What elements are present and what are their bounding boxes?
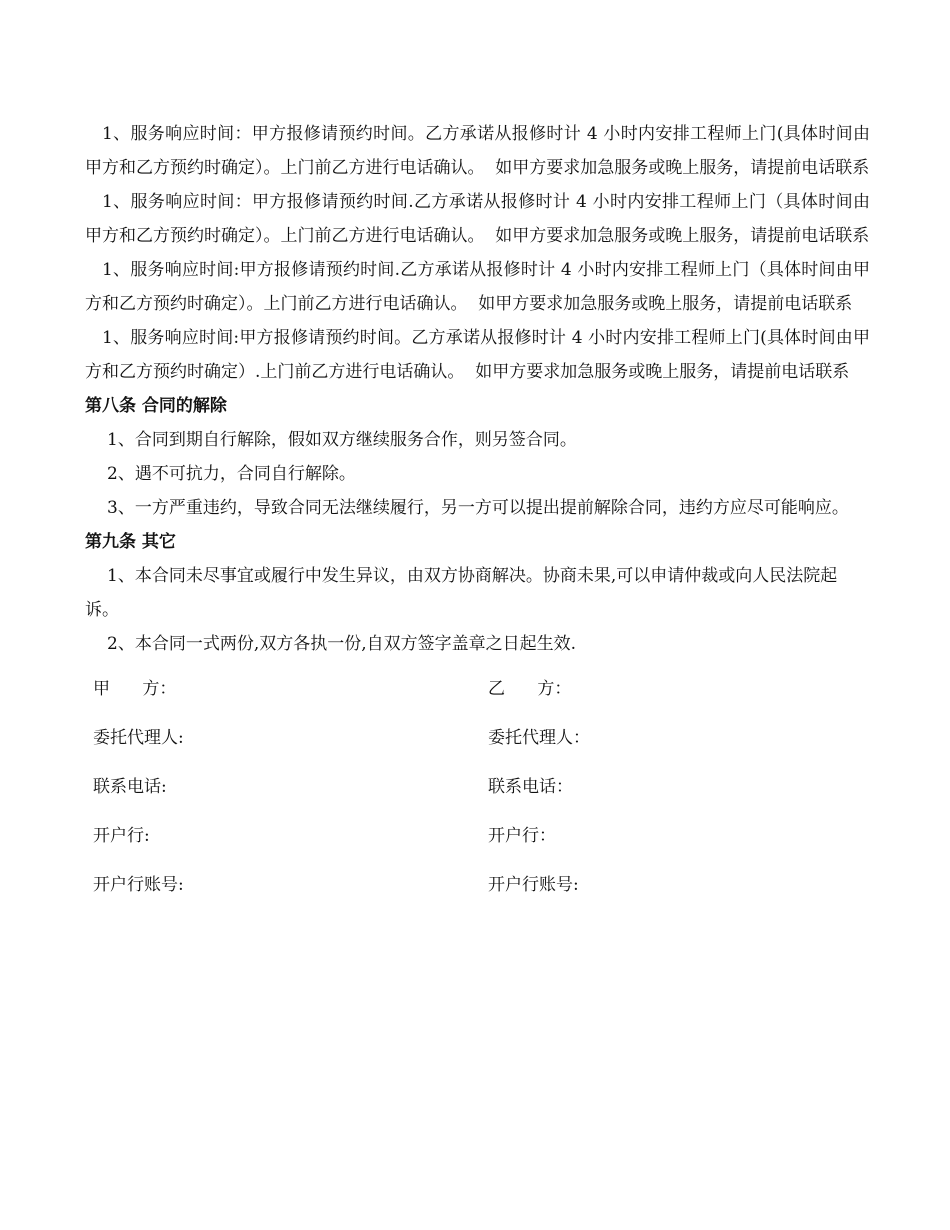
response-time-paragraph-2: 1、服务响应时间：甲方报修请预约时间.乙方承诺从报修时计 4 小时内安排工程师上门（具体时间由甲方和乙方预约时确定）。上门前乙方进行电话确认。 如甲方要求加急服务或晚上服务，请提前电话联系	[85, 192, 870, 246]
party-a-agent-label: 委托代理人:	[93, 728, 184, 748]
party-b-bank-label: 开户行：	[487, 826, 556, 846]
party-a-label: 甲 方：	[93, 679, 177, 699]
party-a-phone-label: 联系电话:	[93, 777, 167, 797]
party-b-account-label: 开户行账号:	[487, 875, 579, 895]
signature-row-account	[85, 868, 870, 917]
party-a-bank-label: 开户行:	[93, 826, 150, 846]
party-a-account-label: 开户行账号:	[93, 875, 184, 895]
party-b-agent-label: 委托代理人：	[487, 728, 590, 748]
signature-row-bank	[85, 819, 870, 868]
response-time-paragraph-1: 1、服务响应时间：甲方报修请预约时间。乙方承诺从报修时计 4 小时内安排工程师上门(具体时间由甲方和乙方预约时确定）。上门前乙方进行电话确认。 如甲方要求加急服务或晚上服务，请提前电话联系	[85, 124, 870, 178]
article-8-item-1: 1、合同到期自行解除，假如双方继续服务合作，则另签合同。	[107, 430, 577, 450]
party-b-label: 乙 方：	[487, 679, 572, 699]
party-b-phone-label: 联系电话：	[487, 777, 573, 797]
article-8-heading: 第八条 合同的解除	[85, 396, 227, 416]
article-9-heading: 第九条 其它	[85, 532, 176, 552]
article-8-item-2: 2、遇不可抗力，合同自行解除。	[107, 464, 356, 484]
response-time-paragraph-4: 1、服务响应时间:甲方报修请预约时间。乙方承诺从报修时计 4 小时内安排工程师上门(具体时间由甲方和乙方预约时确定）.上门前乙方进行电话确认。 如甲方要求加急服务或晚上服务，请提前电话联系	[85, 328, 870, 382]
signature-row-party	[85, 672, 870, 721]
response-time-paragraph-3: 1、服务响应时间:甲方报修请预约时间.乙方承诺从报修时计 4 小时内安排工程师上门（具体时间由甲方和乙方预约时确定）。上门前乙方进行电话确认。 如甲方要求加急服务或晚上服务，请提前电话联系	[85, 260, 870, 314]
article-9-item-2: 2、本合同一式两份,双方各执一份,自双方签字盖章之日起生效.	[107, 634, 577, 654]
article-9-item-1: 1、本合同未尽事宜或履行中发生异议，由双方协商解决。协商未果,可以申请仲裁或向人民法院起诉。	[85, 566, 838, 620]
article-8-item-3: 3、一方严重违约，导致合同无法继续履行，另一方可以提出提前解除合同，违约方应尽可能响应。	[107, 498, 849, 518]
signature-row-agent	[85, 721, 870, 770]
contract-page	[85, 117, 870, 917]
signature-table	[85, 672, 870, 917]
signature-row-phone	[85, 770, 870, 819]
